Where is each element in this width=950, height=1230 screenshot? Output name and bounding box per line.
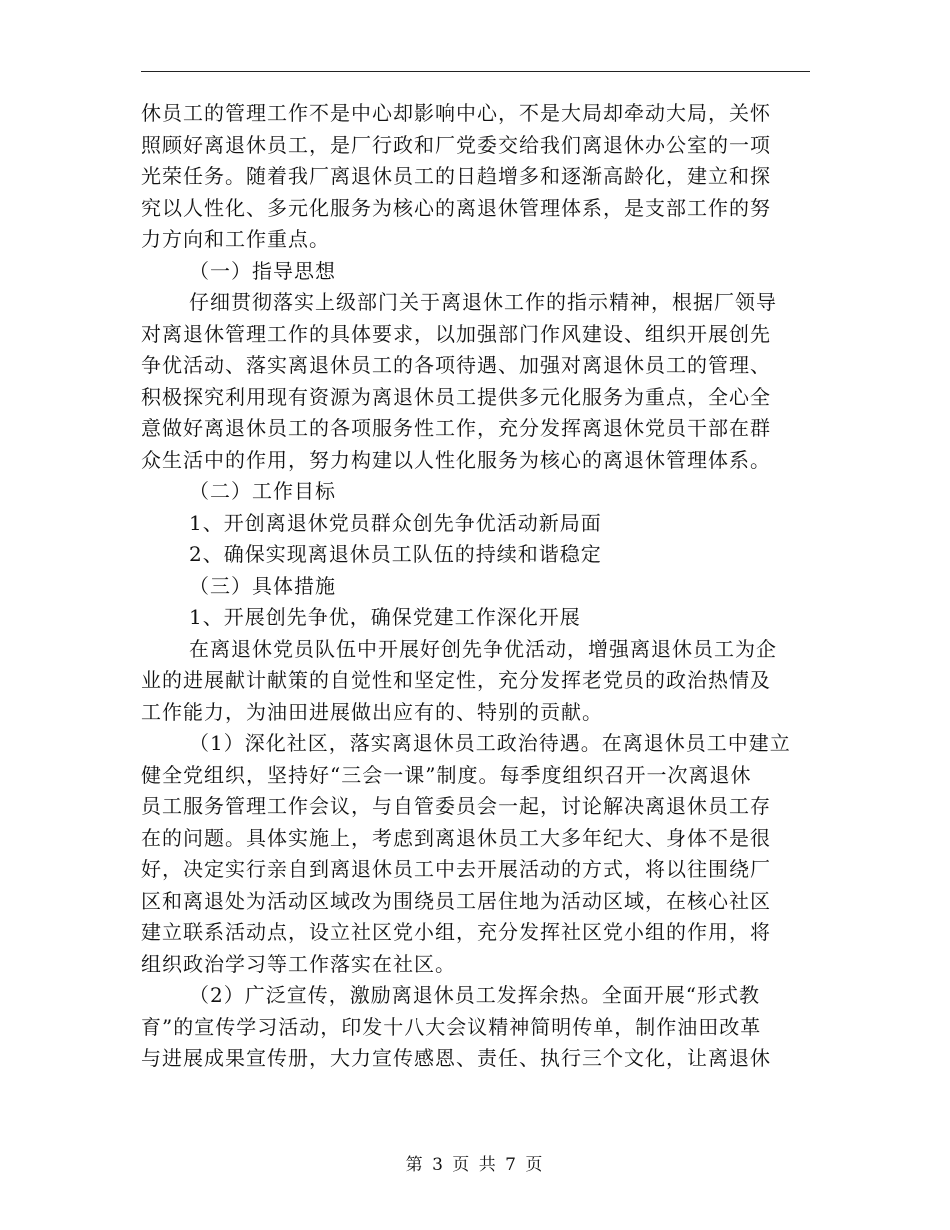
text-line: 在的问题。具体实施上，考虑到离退休员工大多年纪大、身体不是很 (141, 825, 771, 850)
text-line: 组织政治学习等工作落实在社区。 (141, 951, 456, 976)
text-line: 力方向和工作重点。 (141, 227, 330, 251)
text-line: 育”的宣传学习活动，印发十八大会议精神简明传单，制作油田改革 (141, 1014, 762, 1039)
text-line: 积极探究利用现有资源为离退休员工提供多元化服务为重点，全心全 (141, 384, 771, 409)
text-line: 建立联系活动点，设立社区党小组，充分发挥社区党小组的作用，将 (141, 920, 771, 944)
text-line: 照顾好离退休员工，是厂行政和厂党委交给我们离退休办公室的一项 (141, 132, 771, 157)
text-line: 健全党组织，坚持好“三会一课”制度。每季度组织召开一次离退休 (141, 762, 752, 787)
text-line: 众生活中的作用，努力构建以人性化服务为核心的离退休管理体系。 (141, 447, 771, 472)
header-rule (141, 71, 810, 72)
document-body (141, 98, 810, 1075)
text-line: 仔细贯彻落实上级部门关于离退休工作的指示精神，根据厂领导 (189, 290, 777, 314)
text-line: （三）具体措施 (189, 573, 336, 598)
text-line: 工作能力，为油田进展做出应有的、特别的贡献。 (141, 699, 603, 724)
text-line: 光荣任务。随着我厂离退休员工的日趋增多和逐渐高龄化，建立和探 (141, 164, 771, 188)
text-line: 1、开创离退休党员群众创先争优活动新局面 (189, 510, 602, 535)
page-number: 第 3 页 共 7 页 (405, 1155, 545, 1175)
text-line: （2）广泛宣传，激励离退休员工发挥余热。全面开展“形式教 (189, 983, 760, 1007)
text-line: 与进展成果宣传册，大力宣传感恩、责任、执行三个文化，让离退休 (141, 1046, 771, 1070)
text-line: 员工服务管理工作会议，与自管委员会一起，讨论解决离退休员工存 (141, 794, 771, 818)
text-line: 意做好离退休员工的各项服务性工作，充分发挥离退休党员干部在群 (141, 416, 771, 440)
text-line: 业的进展献计献策的自觉性和坚定性，充分发挥老党员的政治热情及 (141, 668, 771, 692)
text-line: 1、开展创先争优，确保党建工作深化开展 (189, 605, 581, 629)
text-line: 2、确保实现离退休员工队伍的持续和谐稳定 (189, 542, 602, 566)
text-line: 休员工的管理工作不是中心却影响中心，不是大局却牵动大局，关怀 (141, 101, 771, 125)
text-line: 究以人性化、多元化服务为核心的离退休管理体系，是支部工作的努 (141, 195, 771, 220)
text-line: 在离退休党员队伍中开展好创先争优活动，增强离退休员工为企 (189, 636, 777, 661)
text-line: 争优活动、落实离退休员工的各项待遇、加强对离退休员工的管理、 (141, 353, 771, 377)
text-line: （二）工作目标 (189, 479, 336, 503)
text-line: （一）指导思想 (189, 258, 336, 283)
text-line: 对离退休管理工作的具体要求，以加强部门作风建设、组织开展创先 (141, 321, 771, 346)
text-line: 区和离退处为活动区域改为围绕员工居住地为活动区域，在核心社区 (141, 888, 771, 913)
text-line: 好，决定实行亲自到离退休员工中去开展活动的方式，将以往围绕厂 (141, 857, 771, 881)
text-line: （1）深化社区，落实离退休员工政治待遇。在离退休员工中建立 (189, 731, 791, 755)
